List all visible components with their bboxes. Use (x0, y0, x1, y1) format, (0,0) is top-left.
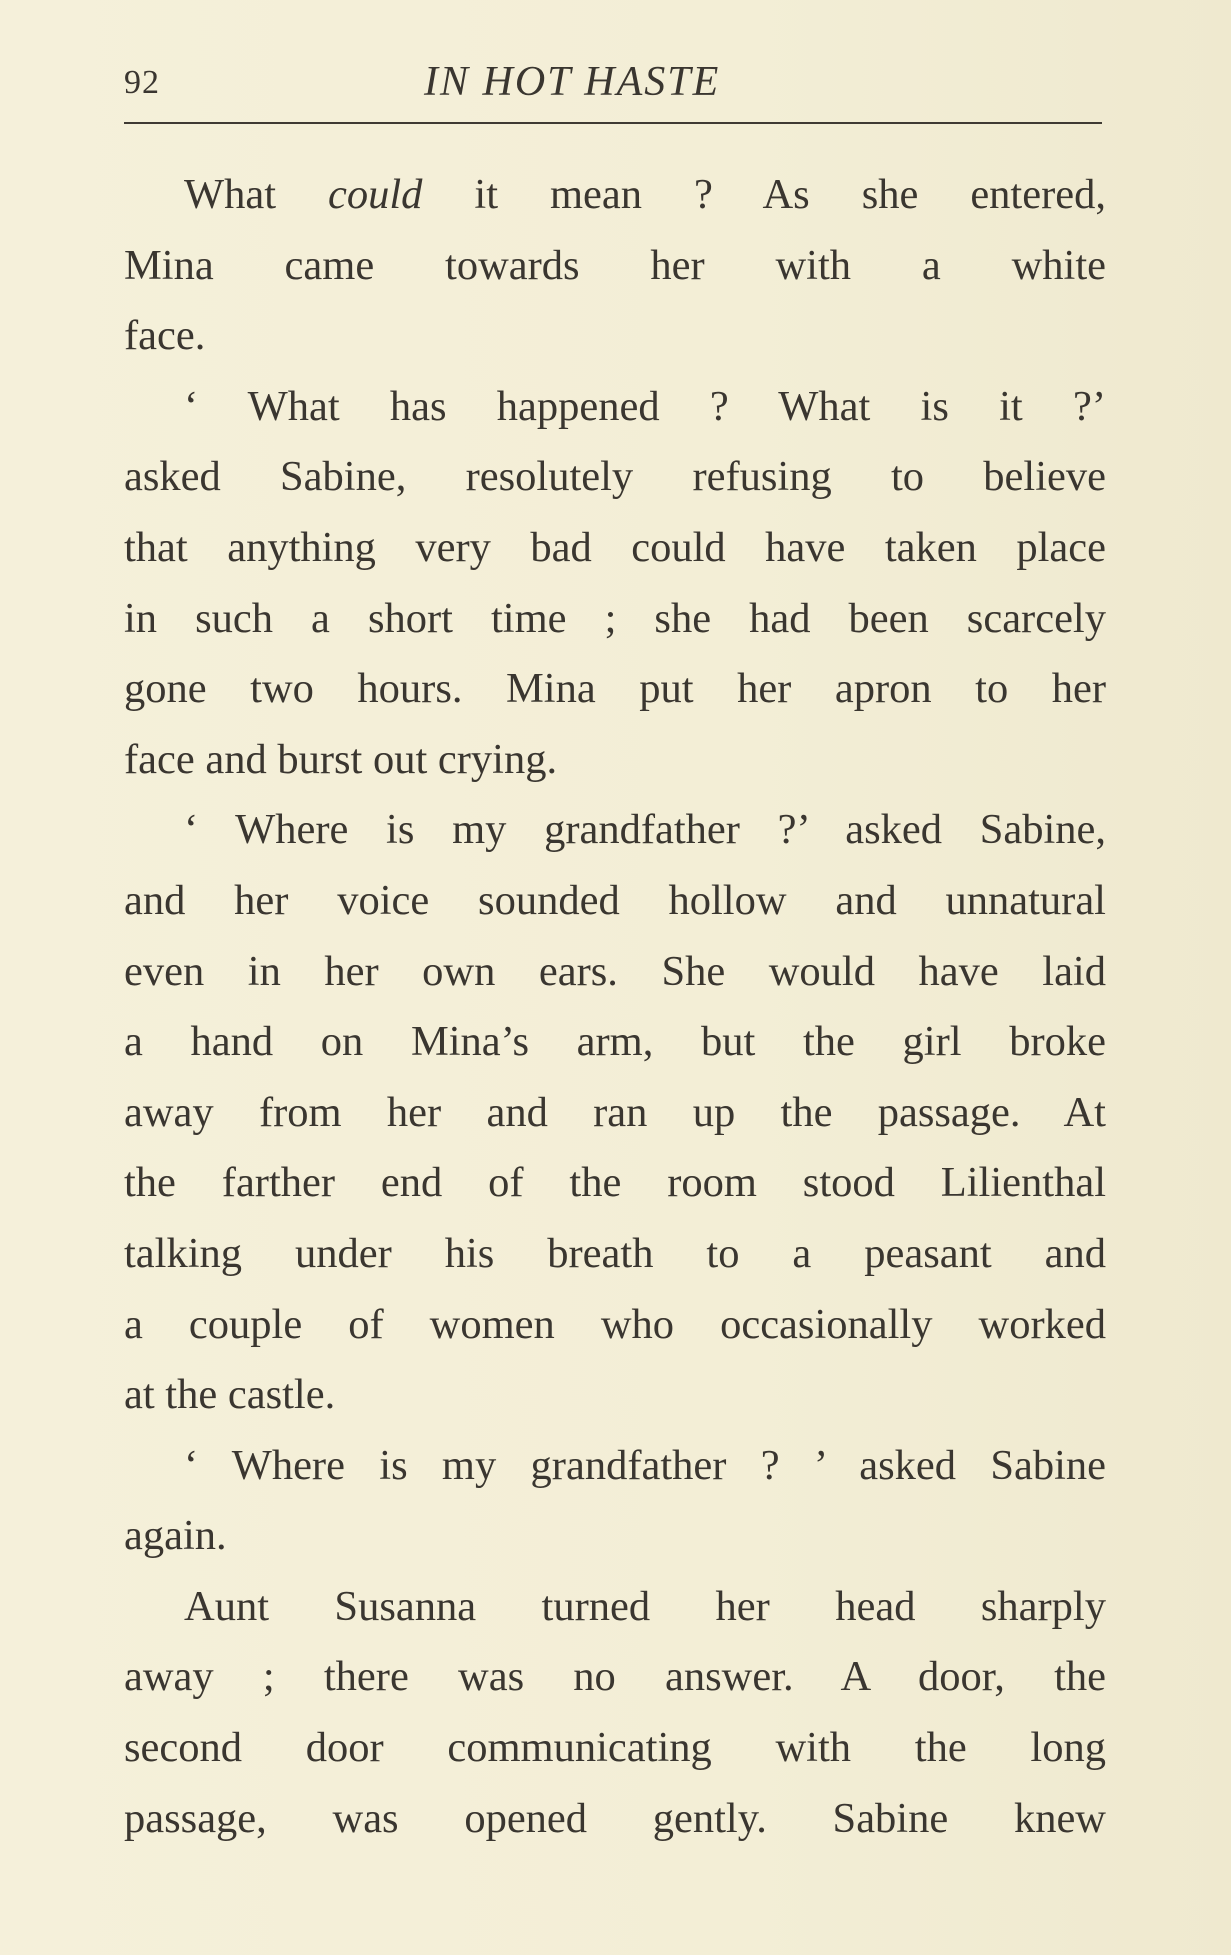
text-line: a hand on Mina’s arm, but the girl broke (124, 1018, 1106, 1066)
text-line: passage, was opened gently. Sabine knew (124, 1794, 1106, 1842)
text-line: a couple of women who occasionally worked (124, 1300, 1106, 1348)
text-line: ‘ What has happened ? What is it ?’ (184, 382, 1106, 430)
text-line: ‘ Where is my grandfather ?’ asked Sabine, (184, 806, 1106, 854)
text-line: in such a short time ; she had been scarcely (124, 594, 1106, 642)
emphasized-word: could (328, 171, 423, 218)
text-line: asked Sabine, resolutely refusing to believe (124, 453, 1106, 501)
page-header (124, 58, 1102, 108)
text-line: at the castle. (124, 1371, 336, 1419)
text-line: and her voice sounded hollow and unnatural (124, 876, 1106, 924)
running-head: IN HOT HASTE (424, 59, 721, 105)
text-line: second door communicating with the long (124, 1724, 1106, 1772)
text-segment: What (184, 171, 329, 218)
text-line: that anything very bad could have taken place (124, 523, 1106, 571)
text-line: away from her and ran up the passage. At (124, 1088, 1106, 1136)
text-line: talking under his breath to a peasant and (124, 1229, 1106, 1277)
text-line: even in her own ears. She would have laid (124, 947, 1106, 995)
body-text (124, 160, 1106, 1854)
text-line (124, 160, 1106, 231)
text-line: Aunt Susanna turned her head sharply (184, 1582, 1106, 1630)
text-line: Mina came towards her with a white (124, 241, 1106, 289)
text-line: ‘ Where is my grandfather ? ’ asked Sabine (184, 1441, 1106, 1489)
text-line: face. (124, 312, 206, 360)
text-line: again. (124, 1512, 227, 1560)
text-line: the farther end of the room stood Lilienthal (124, 1159, 1106, 1207)
page-number: 92 (124, 64, 160, 101)
text-line: face and burst out crying. (124, 735, 558, 783)
text-segment: it mean ? As she entered, (422, 171, 1106, 218)
text-line: away ; there was no answer. A door, the (124, 1653, 1106, 1701)
text-line: gone two hours. Mina put her apron to her (124, 665, 1106, 713)
header-rule (124, 122, 1102, 124)
